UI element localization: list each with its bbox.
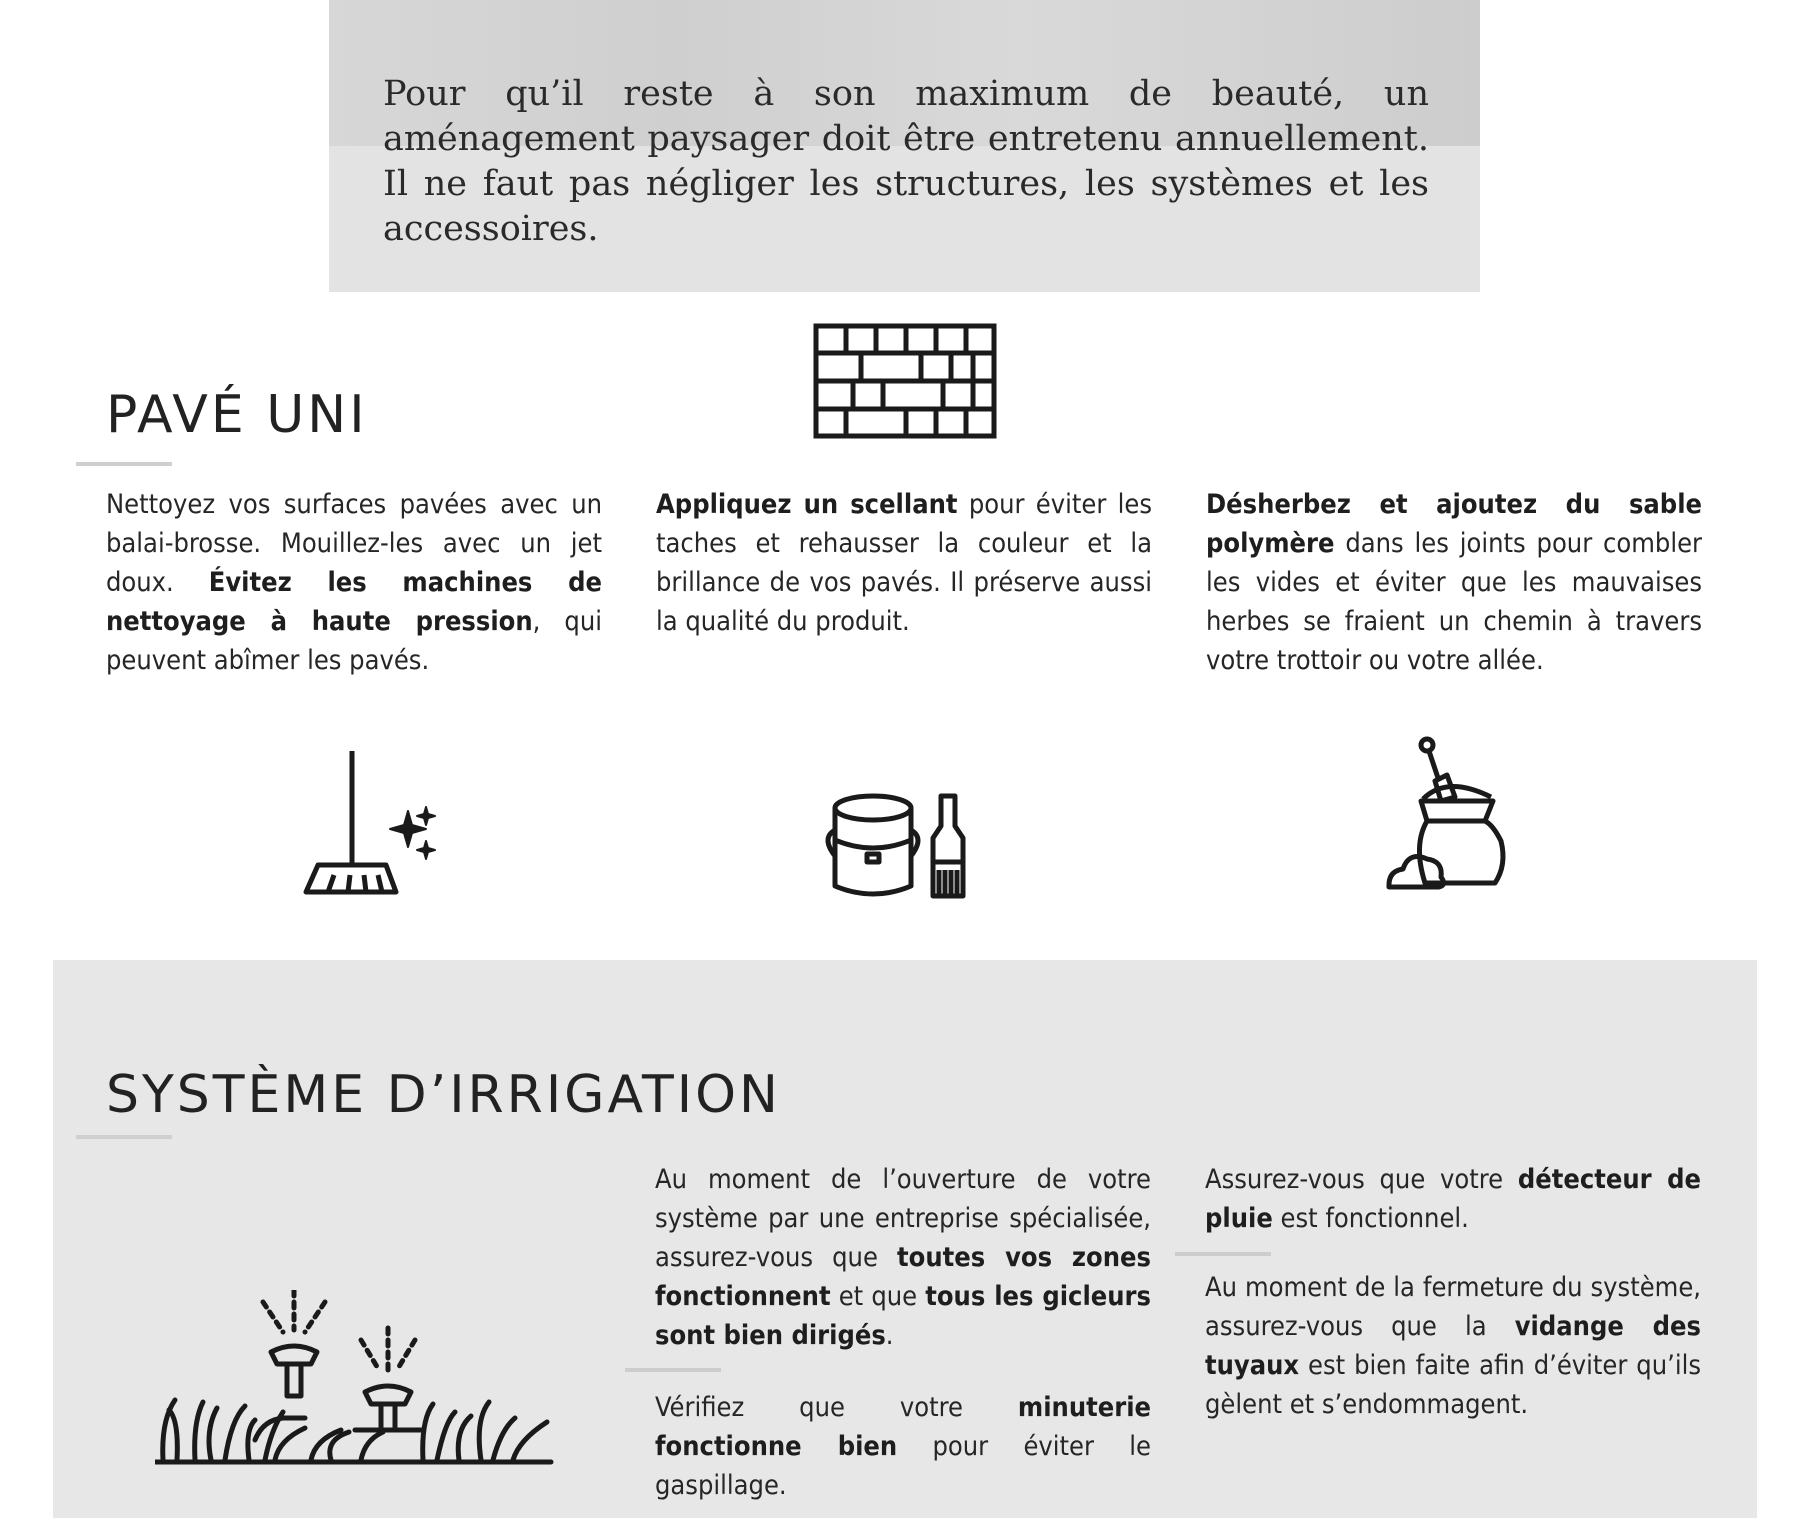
emphasis-text: Appliquez un scellant (656, 489, 958, 520)
emphasis-text: vidange des tuyaux (1205, 1311, 1701, 1381)
emphasis-text: toutes vos zones fonctionnent (655, 1242, 1151, 1312)
body-text: est fonctionnel. (1272, 1203, 1469, 1234)
irrigation-section (53, 960, 1757, 1518)
body-text: pour éviter le gaspillage. (655, 1431, 1151, 1501)
emphasis-text: Désherbez et ajoutez du sable polymère (1206, 489, 1702, 559)
pave-col-1 (106, 485, 602, 680)
body-text: , qui peuvent abîmer les pavés. (106, 606, 602, 676)
irrigation-col-3a (1205, 1160, 1701, 1238)
emphasis-text: tous les gicleurs sont bien dirigés (655, 1281, 1151, 1351)
irrigation-title-underline (76, 1135, 172, 1139)
broom-icon (300, 745, 440, 900)
irrigation-col-2a (655, 1160, 1151, 1355)
body-text: et que (830, 1281, 926, 1312)
pave-col-3 (1206, 485, 1702, 680)
irrigation-col-2b (655, 1388, 1151, 1505)
irrigation-title: SYSTÈME D’IRRIGATION (106, 1065, 781, 1125)
irrigation-col-3b (1205, 1268, 1701, 1424)
pave-title: PAVÉ UNI (106, 385, 368, 445)
intro-text: Pour qu’il reste à son maximum de beauté, un aménagement paysager doit être entretenu annuellement. Il ne faut pas négliger les structures, les systèmes et les accessoires. (383, 74, 1429, 249)
pave-col-2 (656, 485, 1152, 641)
emphasis-text: Évitez les machines de nettoyage à haute pression (106, 567, 602, 637)
body-text: Vérifiez que votre (655, 1392, 1018, 1423)
body-text: est bien faite afin d’éviter qu’ils gèlent et s’endommagent. (1205, 1350, 1701, 1420)
body-text: dans les joints pour combler les vides et éviter que les mauvaises herbes se fraient un chemin à travers votre trottoir ou votre allée. (1206, 528, 1702, 676)
paint-can-brush-icon (823, 790, 979, 902)
body-text: Nettoyez vos surfaces pavées avec un balai-brosse. Mouillez-les avec un jet doux. (106, 489, 602, 598)
body-text: Assurez-vous que votre (1205, 1164, 1518, 1195)
body-text: pour éviter les taches et rehausser la couleur et la brillance de vos pavés. Il préserve aussi la qualité du produit. (656, 489, 1152, 637)
body-text: Au moment de la fermeture du système, assurez-vous que la (1205, 1272, 1701, 1342)
emphasis-text: minuterie fonctionne bien (655, 1392, 1151, 1462)
body-text: . (885, 1320, 894, 1351)
emphasis-text: détecteur de pluie (1205, 1164, 1701, 1234)
intro-box (329, 0, 1480, 292)
pave-title-underline (76, 462, 172, 466)
paving-stones-icon (813, 323, 997, 439)
sprinkler-icon (155, 1290, 555, 1466)
body-text: Au moment de l’ouverture de votre système par une entreprise spécialisée, assurez-vous que (655, 1164, 1151, 1273)
sand-bag-icon (1383, 735, 1511, 899)
irrigation-col-2-divider (625, 1368, 721, 1372)
irrigation-col-3-divider (1175, 1252, 1271, 1256)
